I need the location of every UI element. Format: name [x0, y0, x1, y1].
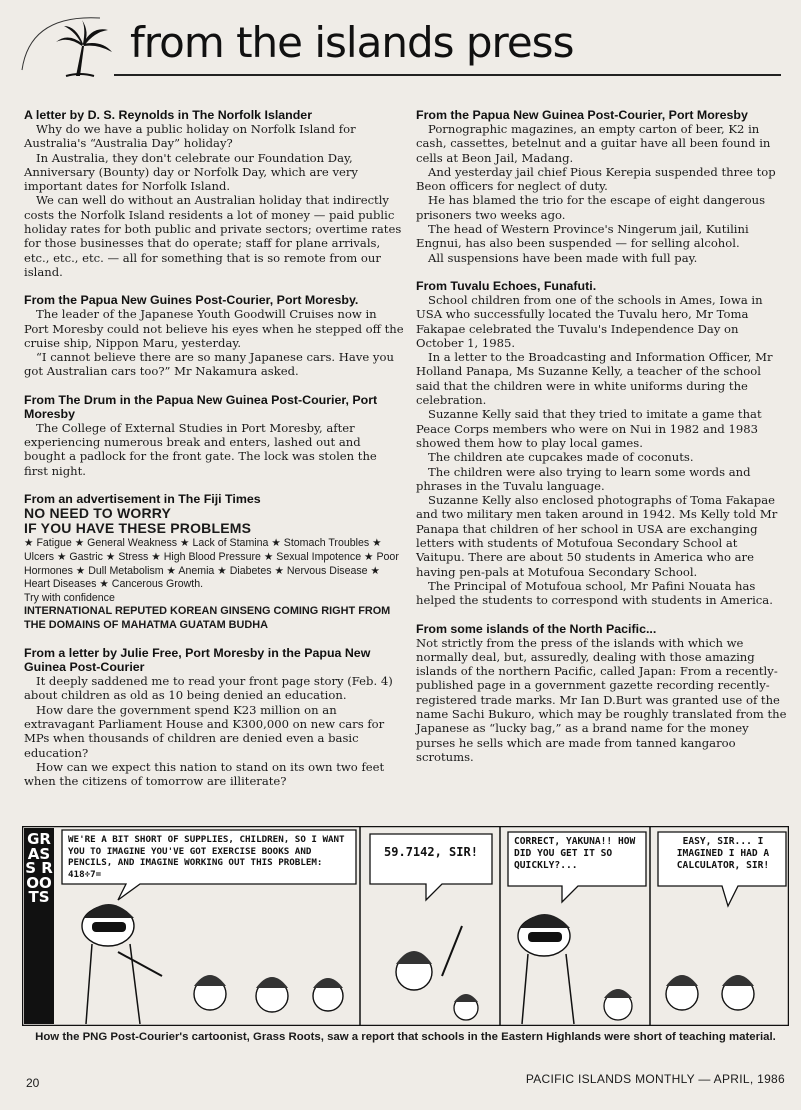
article-paragraph: How dare the government spend K23 million on an extravagant Parliament House and K300,000 on new cars for MPs when thousands of children are denied even a basic education?: [24, 702, 385, 760]
article-paragraph: Why do we have a public holiday on Norfolk Island for Australia's “Australia Day” holiday?: [24, 122, 356, 151]
article-heading: A letter by D. S. Reynolds in The Norfolk Islander: [24, 108, 313, 122]
article-heading: From some islands of the North Pacific...: [416, 621, 657, 636]
panel-1-speech: WE'RE A BIT SHORT OF SUPPLIES, CHILDREN, SO I WANT YOU TO IMAGINE YOU'VE GOT EXERCISE BOOKS AND PENCILS, AND IMAGINE WORKING OUT THIS PROBLEM: 418÷7=: [68, 834, 345, 880]
article-paragraph: The Principal of Motufoua school, Mr Pafini Nouata has helped the students to correspond with students in America.: [416, 578, 773, 608]
ad-headline: IF YOU HAVE THESE PROBLEMS: [24, 519, 252, 536]
article-norfolk-letter: [24, 108, 404, 279]
grass-roots-cartoon: [22, 826, 789, 1026]
article-heading: From a letter by Julie Free, Port Moresby in the Papua New Guinea Post-Courier: [24, 646, 371, 675]
article-paragraph: Pornographic magazines, an empty carton of beer, K2 in cash, cassettes, betelnut and a guitar have all been found in cells at Beon Jail, Madang.: [416, 122, 771, 165]
article-heading: From Tuvalu Echoes, Funafuti.: [416, 278, 597, 293]
article-heading: From the Papua New Guinea Post-Courier, Port Moresby: [416, 108, 748, 122]
article-paragraph: Suzanne Kelly said that they tried to imitate a game that Peace Corps members who were on Nui in 1982 and 1983 showed them how to play local games.: [416, 407, 762, 450]
article-paragraph: “I cannot believe there are so many Japanese cars. Have you got Australian cars too?” Mr Nakamura asked.: [24, 350, 394, 379]
masthead-rule: [114, 74, 781, 76]
article-heading: From an advertisement in The Fiji Times: [24, 491, 261, 506]
article-paragraph: The College of External Studies in Port Moresby, after experiencing numerous break and enters, lashed out and bought a padlock for the front gate. The lock was stolen the first night.: [24, 420, 377, 478]
masthead: [18, 8, 783, 80]
article-paragraph: He has blamed the trio for the escape of eight dangerous prisoners two weeks ago.: [416, 193, 766, 222]
page-number: 20: [26, 1076, 40, 1090]
ad-ailment-list: ★ Fatigue ★ General Weakness ★ Lack of Stamina ★ Stomach Troubles ★ Ulcers ★ Gastric ★ Stress ★ High Blood Pressure ★ Sexual Impotence ★ Poor Hormones ★ Dull Metabolism ★ Anemia ★ Diabetes ★ Nervous Disease ★ Heart Diseases ★ Cancerous Growth.: [24, 536, 399, 591]
left-column: [24, 108, 404, 803]
strip-title: GRASS ROOTS: [25, 830, 53, 906]
panel-2-speech: 59.7142, SIR!: [384, 845, 478, 859]
article-japanese-cars: [24, 293, 404, 378]
article-paragraph: How can we expect this nation to stand on its own two feet when the citizens of tomorrow are illiterate?: [24, 759, 385, 789]
running-footer: PACIFIC ISLANDS MONTHLY — APRIL, 1986: [525, 1072, 785, 1086]
article-paragraph: The children were also trying to learn some words and phrases in the Tuvalu language.: [416, 464, 751, 493]
ad-headline: NO NEED TO WORRY: [24, 504, 172, 521]
article-paragraph: In Australia, they don't celebrate our Foundation Day, Anniversary (Bounty) day or Norfolk Day, which are very important dates for Norfolk Island.: [24, 150, 358, 194]
masthead-title: from the islands press: [130, 18, 574, 67]
cartoon-caption: How the PNG Post-Courier's cartoonist, Grass Roots, saw a report that schools in the Eastern Highlands were short of teaching material.: [35, 1031, 776, 1043]
panel-3-speech: CORRECT, YAKUNA!! HOW DID YOU GET IT SO QUICKLY?...: [514, 836, 636, 871]
panel-4-speech: EASY, SIR... I IMAGINED I HAD A CALCULATOR, SIR!: [676, 836, 770, 871]
ad-tagline: INTERNATIONAL REPUTED KOREAN GINSENG COMING RIGHT FROM THE DOMAINS OF MAHATMA GUATAM BUDHA: [24, 605, 391, 631]
article-paragraph: Suzanne Kelly also enclosed photographs of Toma Fakapae and two military men taken around in 1942. Ms Kelly told Mr Panapa that children of her school in USA are exchanging letters with students of Motufoua Secondary School at Vaitupu. There are about 50 students in America who are having pen-pals at Motufoua Secondary School.: [416, 493, 778, 579]
article-paragraph: School children from one of the schools in Ames, Iowa in USA who successfully located the Tuvalu hero, Mr Toma Fakapae celebrated the Tuvalu's Independence Day on October 1, 1985.: [416, 292, 763, 350]
article-north-pacific: [416, 622, 788, 765]
article-paragraph: In a letter to the Broadcasting and Information Officer, Mr Holland Panapa, Ms Suzanne Kelly, a teacher of the school said that the children were in white uniforms during the celebration.: [416, 350, 773, 408]
article-paragraph: The head of Western Province's Ningerum jail, Kutilini Engnui, has also been suspended — for selling alcohol.: [416, 222, 749, 251]
article-paragraph: The leader of the Japanese Youth Goodwill Cruises now in Port Moresby could not believe his eyes when he stepped off the cruise ship, Nippon Maru, yesterday.: [24, 307, 404, 350]
article-julie-free-letter: [24, 646, 404, 788]
article-heading: From the Papua New Guines Post-Courier, Port Moresby.: [24, 293, 359, 308]
article-padlock: [24, 393, 404, 478]
article-paragraph: All suspensions have been made with full pay.: [428, 250, 698, 265]
ad-try-line: Try with confidence: [24, 592, 115, 605]
article-heading: From The Drum in the Papua New Guinea Post-Courier, Port Moresby: [24, 392, 378, 421]
article-paragraph: It deeply saddened me to read your front page story (Feb. 4) about children as old as 10 being denied an education.: [24, 674, 393, 703]
article-fiji-advertisement: [24, 492, 404, 632]
article-tuvalu-echoes: [416, 279, 788, 608]
article-paragraph: Not strictly from the press of the islands with which we normally deal, but, assuredly, dealing with those amazing islands of the northern Pacific, called Japan: From a recently-published page in a government gazette recording recently-registered trade marks. Mr Ian D.Burt was granted use of the name Sachi Bukuro, which may be roughly translated from the Japanese as “lucky bag,” as a brand name for the money purses he sells which are made from tanned kangaroo scrotums.: [416, 635, 787, 764]
palm-tree-icon: [20, 8, 120, 80]
article-beon-jail: [416, 108, 788, 265]
article-paragraph: The children ate cupcakes made of coconuts.: [428, 450, 694, 465]
right-column: [416, 108, 788, 778]
article-paragraph: And yesterday jail chief Pious Kerepia suspended three top Beon officers for neglect of duty.: [416, 164, 776, 194]
article-paragraph: We can well do without an Australian holiday that indirectly costs the Norfolk Island residents a lot of money — paid public holiday rates for both public and private sectors; overtime rates for those businesses that do operate; staff for plane arrivals, etc., etc., etc. — all for something that is so remote from our island.: [24, 193, 402, 279]
